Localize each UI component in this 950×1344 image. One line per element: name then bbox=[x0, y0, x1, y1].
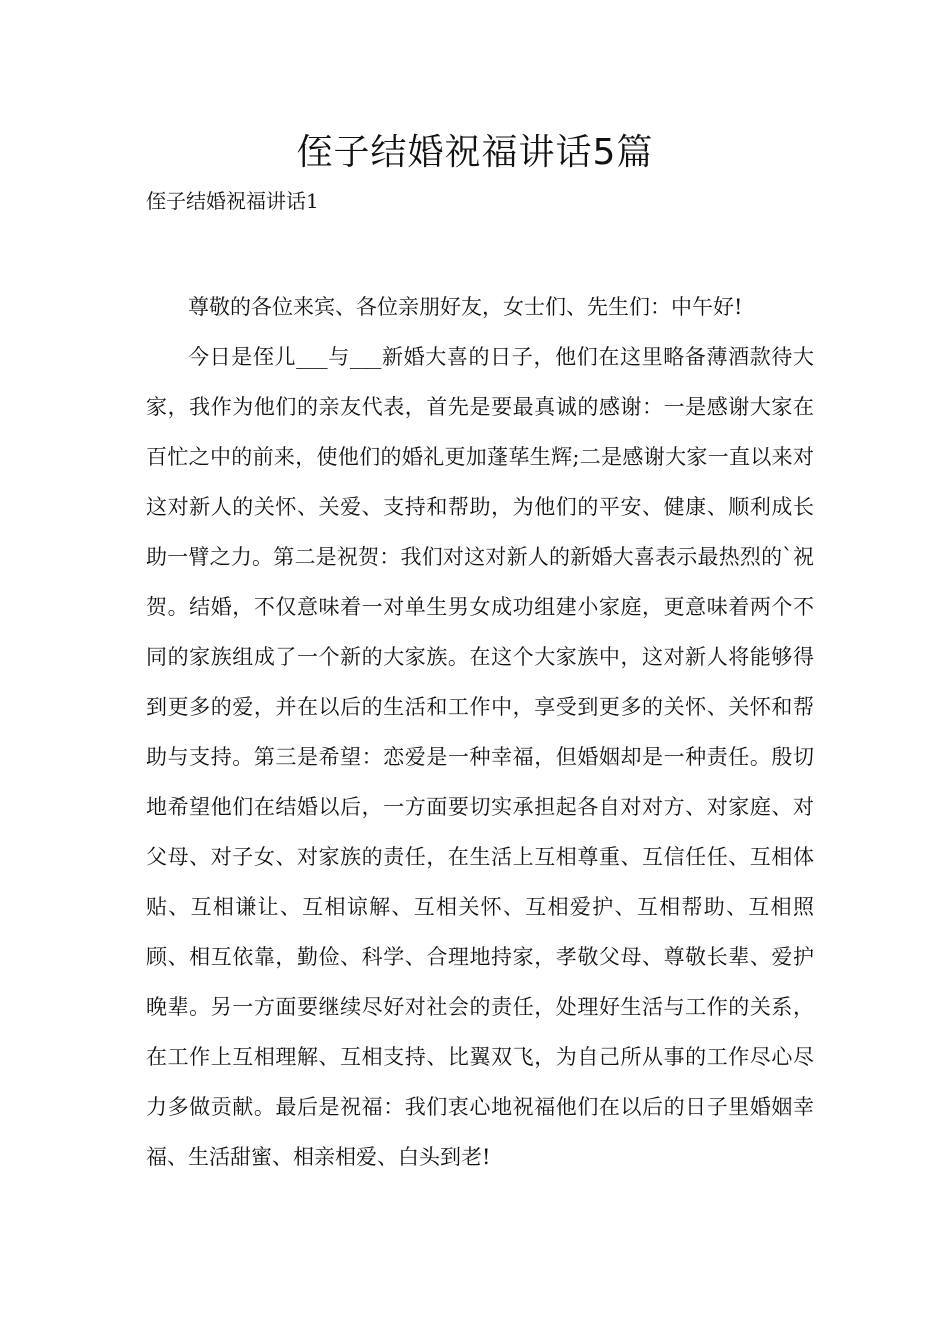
section-heading: 侄子结婚祝福讲话1 bbox=[146, 189, 319, 213]
document-title: 侄子结婚祝福讲话5篇 bbox=[296, 132, 654, 173]
paragraph-speech: 今日是侄儿___与___新婚大喜的日子，他们在这里略备薄酒款待大家，我作为他们的亲友代表，首先是要最真诚的感谢：一是感谢大家在百忙之中的前来，使他们的婚礼更加蓬荜生辉;二是感谢大家一直以来对这对新人的关怀、关爱、支持和帮助，为他们的平安、健康、顺利成长助一臂之力。第二是祝贺：我们对这对新人的新婚大喜表示最热烈的`祝贺。结婚，不仅意味着一对单生男女成功组建小家庭，更意味着两个不同的家族组成了一个新的大家族。在这个大家族中，这对新人将能够得到更多的爱，并在以后的生活和工作中，享受到更多的关怀、关怀和帮助与支持。第三是希望：恋爱是一种幸福，但婚姻却是一种责任。殷切地希望他们在结婚以后，一方面要切实承担起各自对对方、对家庭、对父母、对子女、对家族的责任，在生活上互相尊重、互信任任、互相体贴、互相谦让、互相谅解、互相关怀、互相爱护、互相帮助、互相照顾、相互依靠，勤俭、科学、合理地持家，孝敬父母、尊敬长辈、爱护晚辈。另一方面要继续尽好对社会的责任，处理好生活与工作的关系，在工作上互相理解、互相支持、比翼双飞，为自己所从事的工作尽心尽力多做贡献。最后是祝福：我们衷心地祝福他们在以后的日子里婚姻幸福、生活甜蜜、相亲相爱、白头到老! bbox=[146, 345, 814, 1169]
section-body bbox=[146, 282, 814, 1182]
paragraph-greeting: 尊敬的各位来宾、各位亲朋好友，女士们、先生们：中午好! bbox=[188, 295, 743, 319]
